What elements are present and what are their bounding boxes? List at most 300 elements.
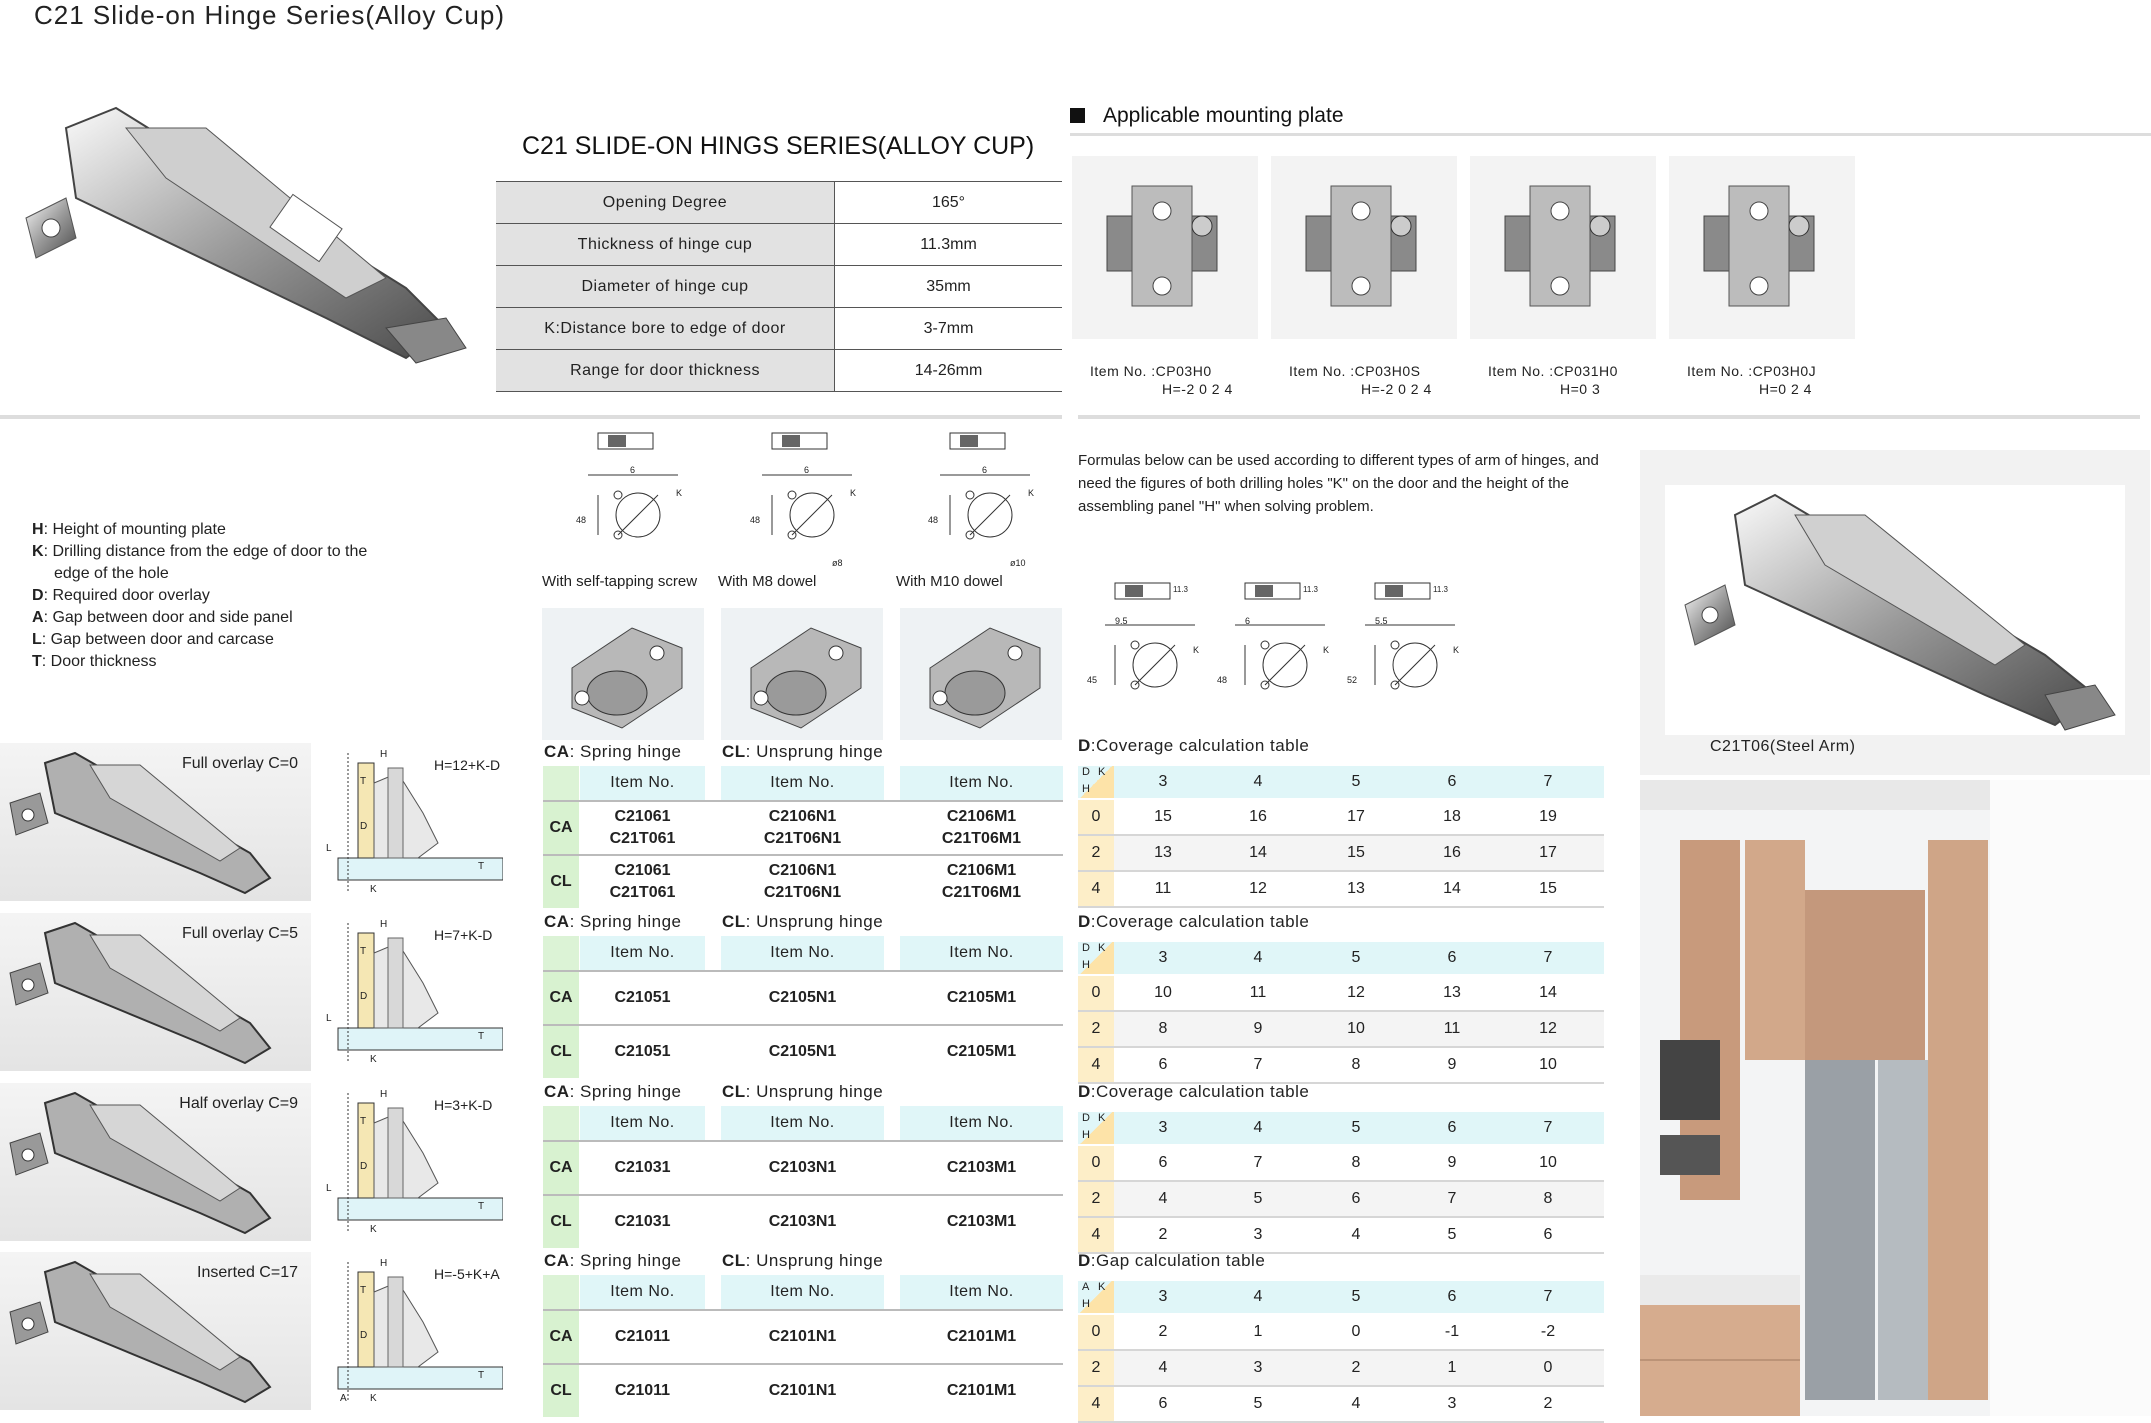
diagram-letter-t: T (360, 776, 367, 787)
plate-item-no: Item No. :CP031H0 (1488, 363, 1618, 379)
item-code: C2106M1 C21T06M1 (941, 862, 1022, 901)
spec-value: 3-7mm (835, 308, 1063, 350)
item-code: C2105N1 (768, 989, 837, 1006)
coverage-value: 13 (1154, 844, 1172, 861)
coverage-value: 15 (1154, 808, 1172, 825)
legend-text: : Door thickness (41, 653, 157, 670)
k-value: 6 (1447, 949, 1457, 966)
item-no-header: Item No. (721, 1275, 884, 1309)
hinge-cup-icon (721, 608, 883, 740)
spec-row (496, 266, 1062, 308)
hinge-icon (6, 88, 476, 378)
hinge-cup-icon (900, 608, 1062, 740)
cl-heading (722, 1251, 883, 1271)
k-value: 5 (1351, 949, 1361, 966)
diagram-letter-d: D (360, 1330, 368, 1341)
coverage-value: 17 (1539, 844, 1557, 861)
h-value: 2 (1091, 844, 1101, 861)
coverage-value: 10 (1539, 1154, 1557, 1171)
coverage-value: 1 (1253, 1323, 1263, 1340)
legend-text: : Gap between door and side panel (43, 609, 293, 626)
coverage-value: 8 (1351, 1056, 1361, 1073)
overlay-diagram-icon (328, 1093, 503, 1233)
cl-heading-text: Unsprung hinge (756, 1082, 884, 1101)
diagram-letter-k: K (370, 884, 377, 895)
coverage-value: 12 (1249, 880, 1267, 897)
item-cell-ca (580, 1142, 705, 1194)
legend-key: K (32, 543, 44, 560)
cl-colon: : (745, 1251, 757, 1270)
legend-item (32, 585, 432, 607)
coverage-value: 6 (1158, 1056, 1168, 1073)
coverage-row (1078, 1146, 1604, 1182)
coverage-value: 5 (1253, 1395, 1263, 1412)
item-corner (543, 1275, 579, 1309)
drilling-diagram-icon (1085, 575, 1205, 725)
formula-drill-diagram (1085, 575, 1205, 725)
formula-drill-top: 9.5 (1115, 616, 1128, 626)
item-cell-ca (900, 1311, 1063, 1363)
coverage-value: 8 (1543, 1190, 1553, 1207)
mounting-plate-icon (1072, 156, 1258, 339)
overlay-formula: H=12+K-D (434, 757, 501, 773)
square-bullet-icon (1070, 108, 1085, 123)
coverage-key: D (1078, 736, 1091, 755)
cl-colon: : (745, 1082, 757, 1101)
row-label-cl: CL (543, 1026, 579, 1078)
item-code: C2101M1 (946, 1382, 1017, 1399)
cl-heading (722, 742, 883, 762)
h-value: 0 (1091, 984, 1101, 1001)
diagram-letter-t2: T (478, 1031, 485, 1042)
cl-key: CL (722, 912, 746, 931)
coverage-value: 10 (1539, 1056, 1557, 1073)
spec-label: Diameter of hinge cup (496, 266, 835, 308)
h-value: 0 (1091, 1154, 1101, 1171)
coverage-value: 9 (1253, 1020, 1263, 1037)
formula-drill-side: 45 (1087, 675, 1098, 685)
item-cell-cl (900, 1196, 1063, 1248)
drilling-diagram (742, 425, 862, 575)
coverage-value: 7 (1253, 1154, 1263, 1171)
k-value: 5 (1351, 1119, 1361, 1136)
diagram-letter-d: D (360, 821, 368, 832)
hinge-cup-image (542, 608, 704, 740)
legend-item (32, 541, 432, 563)
corner-k: K (1098, 1281, 1106, 1293)
diagram-letter-k: K (370, 1224, 377, 1235)
item-cell-cl (721, 1196, 884, 1248)
ca-key: CA (544, 1251, 570, 1270)
product-photo (1665, 485, 2125, 735)
corner-k: K (1098, 1112, 1106, 1124)
coverage-header-row (1078, 766, 1604, 798)
overlay-diagram (328, 1262, 503, 1402)
ca-heading (544, 912, 681, 932)
corner-top: D (1082, 1112, 1090, 1124)
spec-row (496, 308, 1062, 350)
item-code: C21011 (614, 1382, 671, 1399)
mounting-plate-image (1470, 156, 1656, 339)
coverage-row (1078, 1012, 1604, 1048)
diagram-letter-t2: T (478, 861, 485, 872)
divider (0, 415, 1062, 419)
k-value: 6 (1447, 1119, 1457, 1136)
ca-colon: : (569, 742, 581, 761)
legend-text: : Gap between door and carcase (41, 631, 274, 648)
h-value: 0 (1091, 1323, 1101, 1340)
item-code: C21061 C21T061 (609, 862, 676, 901)
coverage-value: 15 (1539, 880, 1557, 897)
k-value: 4 (1253, 773, 1263, 790)
drilling-diagram-icon (742, 425, 862, 575)
spec-value: 165° (835, 182, 1063, 224)
item-cell-cl (721, 1026, 884, 1078)
plate-h-values: H=-2 0 2 4 (1162, 381, 1233, 397)
spec-label: Thickness of hinge cup (496, 224, 835, 266)
k-value: 3 (1158, 1288, 1168, 1305)
formula-drill-h: 11.3 (1173, 585, 1188, 594)
k-value: 6 (1447, 773, 1457, 790)
coverage-row (1078, 1315, 1604, 1351)
coverage-colon: : (1090, 736, 1097, 755)
item-code: C21031 (614, 1159, 671, 1176)
coverage-value: 2 (1158, 1226, 1168, 1243)
page-title: C21 Slide-on Hinge Series(Alloy Cup) (34, 0, 505, 30)
cl-heading-text: Unsprung hinge (756, 912, 884, 931)
coverage-value: 10 (1347, 1020, 1365, 1037)
mounting-plate-caption (1289, 362, 1469, 398)
drill-dim-side: 48 (576, 515, 587, 525)
ca-heading-text: Spring hinge (580, 1082, 682, 1101)
overlay-diagram-icon (328, 1262, 503, 1402)
formula-drill-k: K (1193, 645, 1200, 655)
item-cell-ca (721, 972, 884, 1024)
coverage-title-text: Coverage calculation table (1096, 1082, 1310, 1101)
item-code: C21061 C21T061 (609, 808, 676, 847)
coverage-value: 16 (1249, 808, 1267, 825)
diagram-letter-k: K (370, 1393, 377, 1404)
row-label-ca: CA (543, 972, 579, 1024)
diagram-letter-h: H (380, 749, 388, 760)
coverage-key: D (1078, 1082, 1091, 1101)
h-value: 0 (1091, 808, 1101, 825)
coverage-value: -2 (1540, 1323, 1556, 1340)
mounting-plate-icon (1470, 156, 1656, 339)
overlay-label: Full overlay C=0 (181, 755, 298, 772)
item-cell-cl (580, 1026, 705, 1078)
ca-colon: : (569, 912, 581, 931)
item-no-header: Item No. (900, 1275, 1063, 1309)
coverage-value: 11 (1249, 984, 1267, 1001)
mounting-plate-title (1070, 104, 1344, 128)
h-value: 4 (1091, 880, 1101, 897)
k-value: 7 (1543, 1288, 1553, 1305)
item-code: C21051 (614, 989, 671, 1006)
cl-heading (722, 1082, 883, 1102)
k-value: 3 (1158, 949, 1168, 966)
mounting-plate-icon (1669, 156, 1855, 339)
ca-colon: : (569, 1082, 581, 1101)
diagram-letter-t: T (360, 1116, 367, 1127)
drilling-diagram-icon (568, 425, 688, 575)
diagram-letter-t: T (360, 1285, 367, 1296)
overlay-formula: H=7+K-D (434, 927, 493, 943)
coverage-value: 6 (1351, 1190, 1361, 1207)
diagram-letter-h: H (380, 1089, 388, 1100)
coverage-value: 4 (1158, 1359, 1168, 1376)
item-cell-cl (900, 1026, 1063, 1078)
coverage-value: 4 (1351, 1226, 1361, 1243)
item-corner (543, 766, 579, 800)
cl-heading-text: Unsprung hinge (756, 742, 884, 761)
overlay-label: Full overlay C=5 (181, 925, 298, 942)
item-no-header: Item No. (721, 936, 884, 970)
coverage-value: 2 (1158, 1323, 1168, 1340)
item-no-header: Item No. (580, 1275, 705, 1309)
item-no-header: Item No. (721, 1106, 884, 1140)
spec-table (496, 181, 1062, 392)
overlay-diagram (328, 753, 503, 893)
coverage-value: 10 (1154, 984, 1172, 1001)
coverage-row (1078, 1351, 1604, 1387)
coverage-value: 1 (1447, 1359, 1457, 1376)
coverage-value: 14 (1539, 984, 1557, 1001)
k-value: 4 (1253, 1288, 1263, 1305)
item-cell-cl (580, 1196, 705, 1248)
plate-item-no: Item No. :CP03H0S (1289, 363, 1421, 379)
kitchen-photo (1640, 780, 2151, 1416)
h-value: 4 (1091, 1395, 1101, 1412)
item-code: C2105M1 (946, 989, 1017, 1006)
coverage-value: 14 (1443, 880, 1461, 897)
coverage-row (1078, 1182, 1604, 1218)
corner-top: D (1082, 942, 1090, 954)
legend-item (32, 651, 432, 673)
diagram-letter-h: H (380, 1258, 388, 1269)
ca-key: CA (544, 742, 570, 761)
item-no-header: Item No. (900, 936, 1063, 970)
ca-heading-text: Spring hinge (580, 742, 682, 761)
coverage-row (1078, 1218, 1604, 1254)
item-no-header: Item No. (900, 1106, 1063, 1140)
coverage-value: 5 (1253, 1190, 1263, 1207)
row-label-cl: CL (543, 1365, 579, 1417)
spec-row (496, 182, 1062, 224)
corner-top: D (1082, 766, 1090, 778)
item-code: C21031 (614, 1213, 671, 1230)
legend-key: D (32, 587, 44, 604)
spec-label: Range for door thickness (496, 350, 835, 392)
row-label-ca: CA (543, 1142, 579, 1194)
drill-dim-k: K (850, 488, 857, 498)
item-cell-cl (580, 1365, 705, 1417)
ca-heading (544, 742, 681, 762)
drill-dim-m10: ø10 (1010, 558, 1026, 568)
formula-drill-diagram (1345, 575, 1465, 725)
overlay-formula: H=3+K-D (434, 1097, 493, 1113)
coverage-header-row (1078, 1281, 1604, 1313)
formula-drill-h: 11.3 (1303, 585, 1318, 594)
coverage-header-row (1078, 942, 1604, 974)
item-code: C21011 (614, 1328, 671, 1345)
spec-title: C21 SLIDE-ON HINGS SERIES(ALLOY CUP) (522, 132, 1035, 160)
legend-key: T (32, 653, 42, 670)
k-value: 7 (1543, 949, 1553, 966)
hinge-cup-image (900, 608, 1062, 740)
cl-heading-text: Unsprung hinge (756, 1251, 884, 1270)
coverage-value: 17 (1347, 808, 1365, 825)
drilling-diagram (920, 425, 1040, 575)
item-cell-cl (580, 856, 705, 908)
formula-drill-h: 11.3 (1433, 585, 1448, 594)
mounting-plate-caption (1090, 362, 1270, 398)
drilling-diagram (568, 425, 688, 575)
overlay-label: Half overlay C=9 (179, 1095, 298, 1112)
coverage-value: 2 (1543, 1395, 1553, 1412)
ca-colon: : (569, 1251, 581, 1270)
drill-dim-top: 6 (630, 465, 636, 475)
drill-dim-top: 6 (804, 465, 810, 475)
coverage-colon: : (1090, 912, 1097, 931)
item-code: C2101N1 (768, 1328, 837, 1345)
coverage-value: 12 (1347, 984, 1365, 1001)
item-code: C21051 (614, 1043, 671, 1060)
coverage-value: 13 (1347, 880, 1365, 897)
item-no-header: Item No. (580, 1106, 705, 1140)
diagram-letter-l: L (326, 843, 332, 854)
coverage-value: 15 (1347, 844, 1365, 861)
plate-h-values: H=0 3 (1560, 381, 1601, 397)
row-label-ca: CA (543, 1311, 579, 1363)
spec-label: K:Distance bore to edge of door (496, 308, 835, 350)
h-value: 4 (1091, 1226, 1101, 1243)
coverage-value: -1 (1444, 1323, 1460, 1340)
formula-drill-side: 48 (1217, 675, 1228, 685)
drill-dim-k: K (1028, 488, 1035, 498)
ca-heading-text: Spring hinge (580, 912, 682, 931)
legend-text: edge of the hole (54, 565, 169, 582)
h-value: 2 (1091, 1020, 1101, 1037)
cl-key: CL (722, 1251, 746, 1270)
item-code: C2103M1 (946, 1213, 1017, 1230)
mounting-plate-image (1669, 156, 1855, 339)
item-corner (543, 936, 579, 970)
item-code: C2105M1 (946, 1043, 1017, 1060)
k-value: 4 (1253, 1119, 1263, 1136)
formula-drill-k: K (1453, 645, 1460, 655)
corner-h: H (1082, 1129, 1090, 1141)
item-cell-cl (721, 856, 884, 908)
diagram-letter-l: L (326, 1013, 332, 1024)
spec-row (496, 224, 1062, 266)
coverage-value: 6 (1543, 1226, 1553, 1243)
coverage-title-text: Gap calculation table (1096, 1251, 1266, 1270)
drill-dim-k: K (676, 488, 683, 498)
item-code: C2106N1 C21T06N1 (763, 808, 842, 847)
mounting-plate-caption (1687, 362, 1867, 398)
legend-key: H (32, 521, 44, 538)
diagram-letter-d: D (360, 991, 368, 1002)
item-cell-cl (900, 856, 1063, 908)
coverage-row (1078, 800, 1604, 836)
hinge-cup-icon (542, 608, 704, 740)
coverage-value: 16 (1443, 844, 1461, 861)
item-code: C2103N1 (768, 1159, 837, 1176)
coverage-value: 3 (1253, 1359, 1263, 1376)
mounting-plate-caption (1488, 362, 1668, 398)
product-photo-box (1640, 450, 2150, 775)
coverage-value: 11 (1443, 1020, 1461, 1037)
coverage-value: 0 (1543, 1359, 1553, 1376)
diagram-letter-t2: T (478, 1201, 485, 1212)
item-code: C2106M1 C21T06M1 (941, 808, 1022, 847)
overlay-diagram (328, 923, 503, 1063)
formula-drill-top: 5.5 (1375, 616, 1388, 626)
legend-item (32, 519, 432, 541)
coverage-key: D (1078, 912, 1091, 931)
item-code: C2106N1 C21T06N1 (763, 862, 842, 901)
diagram-letter-l: L (326, 1183, 332, 1194)
legend-key: A (32, 609, 44, 626)
coverage-value: 7 (1253, 1056, 1263, 1073)
corner-k: K (1098, 766, 1106, 778)
cl-key: CL (722, 742, 746, 761)
overlay-formula: H=-5+K+A (434, 1266, 500, 1282)
coverage-title (1078, 1251, 1265, 1271)
legend-item (32, 563, 432, 585)
divider (1078, 415, 2140, 419)
ca-heading-text: Spring hinge (580, 1251, 682, 1270)
drilling-diagram-icon (1345, 575, 1465, 725)
coverage-value: 14 (1249, 844, 1267, 861)
row-label-ca: CA (543, 802, 579, 854)
coverage-value: 13 (1443, 984, 1461, 1001)
k-value: 7 (1543, 1119, 1553, 1136)
coverage-value: 9 (1447, 1056, 1457, 1073)
item-code: C2101M1 (946, 1328, 1017, 1345)
spec-value: 11.3mm (835, 224, 1063, 266)
legend-text: : Required door overlay (43, 587, 210, 604)
diagram-letter-t: T (360, 946, 367, 957)
item-cell-cl (900, 1365, 1063, 1417)
drilling-caption: With M10 dowel (896, 573, 1003, 590)
coverage-value: 7 (1447, 1190, 1457, 1207)
legend-key: L (32, 631, 42, 648)
item-code: C2105N1 (768, 1043, 837, 1060)
h-value: 2 (1091, 1190, 1101, 1207)
item-cell-ca (721, 1311, 884, 1363)
plate-item-no: Item No. :CP03H0 (1090, 363, 1212, 379)
corner-k: K (1098, 942, 1106, 954)
coverage-value: 8 (1351, 1154, 1361, 1171)
drilling-diagram-icon (1215, 575, 1335, 725)
hinge-cup-image (721, 608, 883, 740)
coverage-value: 4 (1158, 1190, 1168, 1207)
k-value: 7 (1543, 773, 1553, 790)
coverage-value: 18 (1443, 808, 1461, 825)
corner-h: H (1082, 1298, 1090, 1310)
item-no-header: Item No. (900, 766, 1063, 800)
item-no-header: Item No. (580, 936, 705, 970)
overlay-diagram-icon (328, 753, 503, 893)
cl-key: CL (722, 1082, 746, 1101)
h-value: 2 (1091, 1359, 1101, 1376)
k-value: 3 (1158, 1119, 1168, 1136)
item-no-header: Item No. (721, 766, 884, 800)
overlay-diagram-icon (328, 923, 503, 1063)
legend-item (32, 629, 432, 651)
